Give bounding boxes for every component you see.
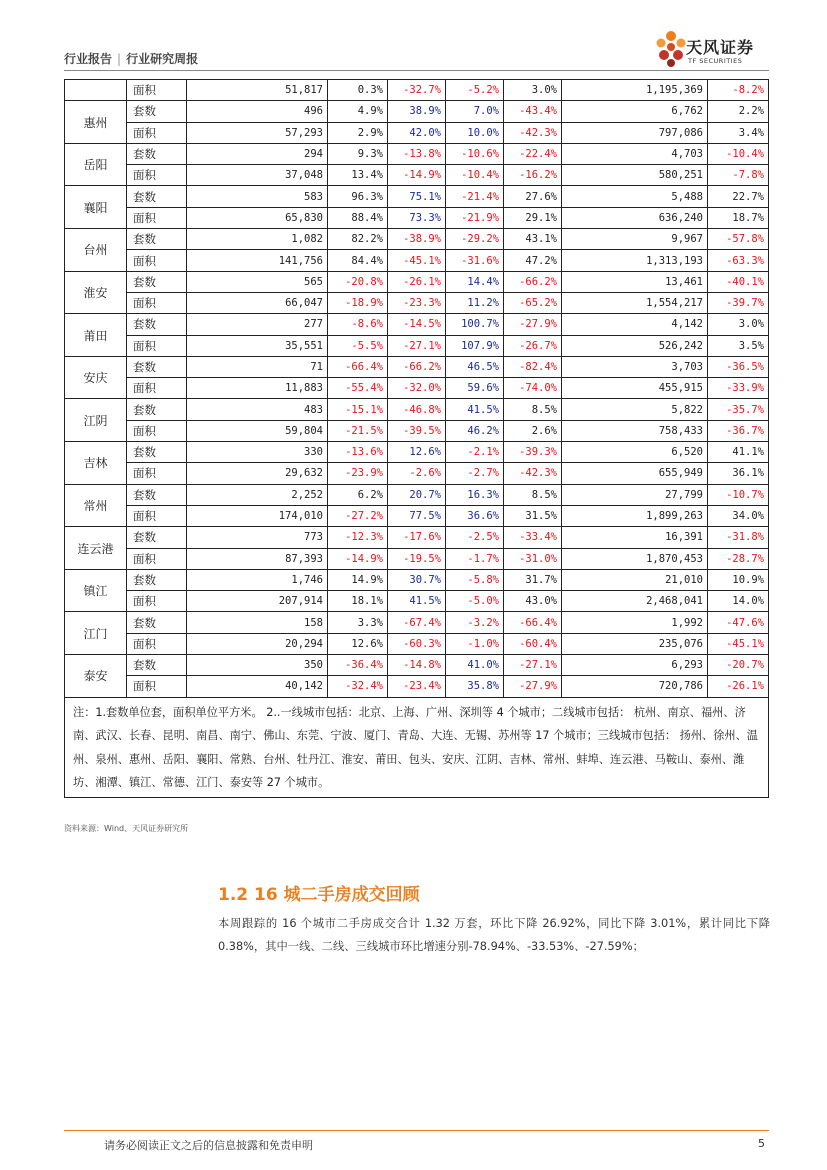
table-row <box>65 463 769 484</box>
table-row <box>65 676 769 697</box>
value-cell: 720,786 <box>562 676 708 697</box>
table-body <box>65 80 769 798</box>
metric-cell: 套数 <box>127 271 187 292</box>
value-cell: 3.5% <box>708 335 769 356</box>
metric-cell: 套数 <box>127 186 187 207</box>
value-cell: -5.5% <box>328 335 388 356</box>
data-source: 资料来源：Wind、天风证券研究所 <box>64 824 189 833</box>
value-cell: -26.1% <box>708 676 769 697</box>
value-cell: -7.8% <box>708 165 769 186</box>
footer-disclaimer: 请务必阅读正文之后的信息披露和免责申明 <box>104 1139 313 1152</box>
value-cell: -66.4% <box>504 612 562 633</box>
value-cell: -66.2% <box>388 356 446 377</box>
value-cell: 526,242 <box>562 335 708 356</box>
table-row <box>65 505 769 526</box>
value-cell: 455,915 <box>562 378 708 399</box>
value-cell: -2.1% <box>446 442 504 463</box>
table-row <box>65 143 769 164</box>
metric-cell: 套数 <box>127 484 187 505</box>
value-cell: 8.5% <box>504 399 562 420</box>
value-cell: -31.0% <box>504 548 562 569</box>
value-cell: 6.2% <box>328 484 388 505</box>
value-cell: 14.0% <box>708 591 769 612</box>
table-row <box>65 484 769 505</box>
header-divider <box>64 70 769 71</box>
value-cell: 30.7% <box>388 569 446 590</box>
value-cell: -35.7% <box>708 399 769 420</box>
value-cell: 84.4% <box>328 250 388 271</box>
table-row <box>65 527 769 548</box>
metric-cell: 套数 <box>127 143 187 164</box>
value-cell: 38.9% <box>388 101 446 122</box>
value-cell: 77.5% <box>388 505 446 526</box>
value-cell: 6,520 <box>562 442 708 463</box>
value-cell: 235,076 <box>562 633 708 654</box>
value-cell: 5,488 <box>562 186 708 207</box>
value-cell: 9,967 <box>562 229 708 250</box>
value-cell: 350 <box>187 655 328 676</box>
note-row <box>65 697 769 797</box>
value-cell: -21.4% <box>446 186 504 207</box>
value-cell: 12.6% <box>388 442 446 463</box>
value-cell: 174,010 <box>187 505 328 526</box>
table-row <box>65 101 769 122</box>
city-cell: 江门 <box>65 612 127 655</box>
table-row <box>65 612 769 633</box>
metric-cell: 面积 <box>127 676 187 697</box>
value-cell: -5.2% <box>446 80 504 101</box>
city-transaction-table <box>64 79 769 798</box>
value-cell: -27.1% <box>388 335 446 356</box>
value-cell: 82.2% <box>328 229 388 250</box>
metric-cell: 面积 <box>127 165 187 186</box>
value-cell: 773 <box>187 527 328 548</box>
value-cell: -32.4% <box>328 676 388 697</box>
value-cell: 73.3% <box>388 207 446 228</box>
value-cell: -26.7% <box>504 335 562 356</box>
value-cell: 27,799 <box>562 484 708 505</box>
value-cell: 88.4% <box>328 207 388 228</box>
city-cell: 泰安 <box>65 655 127 698</box>
value-cell: -55.4% <box>328 378 388 399</box>
value-cell: -10.4% <box>708 143 769 164</box>
value-cell: -65.2% <box>504 292 562 313</box>
value-cell: -2.5% <box>446 527 504 548</box>
table-row <box>65 207 769 228</box>
value-cell: 7.0% <box>446 101 504 122</box>
value-cell: -3.2% <box>446 612 504 633</box>
table-row <box>65 378 769 399</box>
value-cell: -32.0% <box>388 378 446 399</box>
value-cell: 1,899,263 <box>562 505 708 526</box>
value-cell: -18.9% <box>328 292 388 313</box>
value-cell: 18.7% <box>708 207 769 228</box>
value-cell: 87,393 <box>187 548 328 569</box>
value-cell: -14.8% <box>388 655 446 676</box>
metric-cell: 面积 <box>127 335 187 356</box>
metric-cell: 套数 <box>127 612 187 633</box>
value-cell: -46.8% <box>388 399 446 420</box>
value-cell: -27.2% <box>328 505 388 526</box>
metric-cell: 面积 <box>127 548 187 569</box>
value-cell: -1.7% <box>446 548 504 569</box>
value-cell: -66.2% <box>504 271 562 292</box>
table-row <box>65 420 769 441</box>
value-cell: -39.7% <box>708 292 769 313</box>
value-cell: 2,468,041 <box>562 591 708 612</box>
value-cell: 36.1% <box>708 463 769 484</box>
value-cell: -29.2% <box>446 229 504 250</box>
city-cell: 连云港 <box>65 527 127 570</box>
value-cell: 96.3% <box>328 186 388 207</box>
value-cell: 27.6% <box>504 186 562 207</box>
city-cell: 莆田 <box>65 314 127 357</box>
value-cell: -14.9% <box>328 548 388 569</box>
value-cell: 57,293 <box>187 122 328 143</box>
value-cell: 75.1% <box>388 186 446 207</box>
value-cell: 16,391 <box>562 527 708 548</box>
report-subcategory: 行业研究周报 <box>126 52 199 66</box>
table-row <box>65 186 769 207</box>
value-cell: -31.6% <box>446 250 504 271</box>
value-cell: 29,632 <box>187 463 328 484</box>
value-cell: -45.1% <box>388 250 446 271</box>
table-row <box>65 633 769 654</box>
value-cell: -42.3% <box>504 463 562 484</box>
value-cell: 483 <box>187 399 328 420</box>
value-cell: -63.3% <box>708 250 769 271</box>
value-cell: 42.0% <box>388 122 446 143</box>
table-row <box>65 165 769 186</box>
value-cell: 1,992 <box>562 612 708 633</box>
value-cell: -28.7% <box>708 548 769 569</box>
value-cell: -2.6% <box>388 463 446 484</box>
table-row <box>65 442 769 463</box>
metric-cell: 套数 <box>127 229 187 250</box>
value-cell: 758,433 <box>562 420 708 441</box>
value-cell: -1.0% <box>446 633 504 654</box>
value-cell: -10.6% <box>446 143 504 164</box>
table-row <box>65 314 769 335</box>
value-cell: 71 <box>187 356 328 377</box>
value-cell: 41.5% <box>388 591 446 612</box>
value-cell: -2.7% <box>446 463 504 484</box>
company-logo <box>652 30 772 70</box>
value-cell: -31.8% <box>708 527 769 548</box>
value-cell: 496 <box>187 101 328 122</box>
value-cell: 3,703 <box>562 356 708 377</box>
value-cell: 3.4% <box>708 122 769 143</box>
value-cell: 1,195,369 <box>562 80 708 101</box>
value-cell: 2.9% <box>328 122 388 143</box>
value-cell: 41.1% <box>708 442 769 463</box>
value-cell: 3.0% <box>708 314 769 335</box>
value-cell: 21,010 <box>562 569 708 590</box>
value-cell: -14.9% <box>388 165 446 186</box>
value-cell: 40,142 <box>187 676 328 697</box>
value-cell: -21.5% <box>328 420 388 441</box>
logo-flower-icon <box>652 30 690 70</box>
value-cell: 46.5% <box>446 356 504 377</box>
value-cell: -39.3% <box>504 442 562 463</box>
metric-cell: 面积 <box>127 378 187 399</box>
value-cell: 6,293 <box>562 655 708 676</box>
header-separator: | <box>117 52 122 66</box>
value-cell: -60.4% <box>504 633 562 654</box>
value-cell: 141,756 <box>187 250 328 271</box>
report-type <box>64 50 198 67</box>
metric-cell: 面积 <box>127 250 187 271</box>
value-cell: 100.7% <box>446 314 504 335</box>
value-cell: -36.7% <box>708 420 769 441</box>
value-cell: 13.4% <box>328 165 388 186</box>
value-cell: -33.4% <box>504 527 562 548</box>
value-cell: 4,142 <box>562 314 708 335</box>
value-cell: 294 <box>187 143 328 164</box>
value-cell: -36.5% <box>708 356 769 377</box>
value-cell: 4.9% <box>328 101 388 122</box>
metric-cell: 面积 <box>127 505 187 526</box>
value-cell: 12.6% <box>328 633 388 654</box>
city-cell: 岳阳 <box>65 143 127 186</box>
value-cell: -16.2% <box>504 165 562 186</box>
city-cell: 台州 <box>65 229 127 272</box>
value-cell: 2.6% <box>504 420 562 441</box>
city-cell: 镇江 <box>65 569 127 612</box>
value-cell: 207,914 <box>187 591 328 612</box>
metric-cell: 面积 <box>127 122 187 143</box>
value-cell: 35.8% <box>446 676 504 697</box>
metric-cell: 套数 <box>127 314 187 335</box>
value-cell: -42.3% <box>504 122 562 143</box>
value-cell: -40.1% <box>708 271 769 292</box>
city-cell: 襄阳 <box>65 186 127 229</box>
value-cell: -10.4% <box>446 165 504 186</box>
value-cell: 1,746 <box>187 569 328 590</box>
value-cell: -17.6% <box>388 527 446 548</box>
table-row <box>65 122 769 143</box>
value-cell: 107.9% <box>446 335 504 356</box>
value-cell: -82.4% <box>504 356 562 377</box>
value-cell: -19.5% <box>388 548 446 569</box>
metric-cell: 面积 <box>127 633 187 654</box>
value-cell: 29.1% <box>504 207 562 228</box>
value-cell: 35,551 <box>187 335 328 356</box>
value-cell: 10.9% <box>708 569 769 590</box>
value-cell: 59,804 <box>187 420 328 441</box>
metric-cell: 面积 <box>127 292 187 313</box>
value-cell: -21.9% <box>446 207 504 228</box>
value-cell: 583 <box>187 186 328 207</box>
value-cell: 330 <box>187 442 328 463</box>
value-cell: 4,703 <box>562 143 708 164</box>
value-cell: 16.3% <box>446 484 504 505</box>
value-cell: 41.0% <box>446 655 504 676</box>
value-cell: -39.5% <box>388 420 446 441</box>
value-cell: -27.9% <box>504 676 562 697</box>
report-category: 行业报告 <box>64 52 113 66</box>
city-cell <box>65 80 127 101</box>
value-cell: -8.2% <box>708 80 769 101</box>
footer-divider <box>64 1130 769 1131</box>
value-cell: -5.8% <box>446 569 504 590</box>
value-cell: 41.5% <box>446 399 504 420</box>
metric-cell: 套数 <box>127 655 187 676</box>
table-row <box>65 292 769 313</box>
value-cell: -5.0% <box>446 591 504 612</box>
logo-english-name: TF SECURITIES <box>688 57 743 65</box>
value-cell: 6,762 <box>562 101 708 122</box>
metric-cell: 面积 <box>127 463 187 484</box>
value-cell: 36.6% <box>446 505 504 526</box>
value-cell: 20.7% <box>388 484 446 505</box>
value-cell: -23.3% <box>388 292 446 313</box>
value-cell: 22.7% <box>708 186 769 207</box>
value-cell: 37,048 <box>187 165 328 186</box>
metric-cell: 面积 <box>127 420 187 441</box>
value-cell: -22.4% <box>504 143 562 164</box>
value-cell: 565 <box>187 271 328 292</box>
metric-cell: 套数 <box>127 101 187 122</box>
value-cell: 277 <box>187 314 328 335</box>
city-cell: 淮安 <box>65 271 127 314</box>
value-cell: 31.7% <box>504 569 562 590</box>
value-cell: 13,461 <box>562 271 708 292</box>
value-cell: -13.8% <box>388 143 446 164</box>
value-cell: -32.7% <box>388 80 446 101</box>
city-cell: 惠州 <box>65 101 127 144</box>
value-cell: 46.2% <box>446 420 504 441</box>
value-cell: -20.7% <box>708 655 769 676</box>
metric-cell: 套数 <box>127 399 187 420</box>
value-cell: 580,251 <box>562 165 708 186</box>
value-cell: -8.6% <box>328 314 388 335</box>
table-row <box>65 591 769 612</box>
table-row <box>65 229 769 250</box>
table-row <box>65 548 769 569</box>
value-cell: 65,830 <box>187 207 328 228</box>
value-cell: -38.9% <box>388 229 446 250</box>
value-cell: -23.4% <box>388 676 446 697</box>
table-note: 注：1.套数单位套，面积单位平方米。 2..一线城市包括：北京、上海、广州、深圳等 4 个城市；二线城市包括： 杭州、南京、福州、济南、武汉、长春、昆明、南昌、南宁、佛山、东莞、宁波、厦门、青岛、大连、无锡、苏州等 17 个城市；三线城市包括： 扬州、徐州、温州、泉州、惠州、岳阳、襄阳、常熟、台州、牡丹江、淮安、莆田、包头、安庆、江阴、吉林、常州、蚌埠、连云港、马鞍山、泰州、潍坊、湘潭、镇江、常德、江门、泰安等 27 个城市。 <box>65 697 769 797</box>
value-cell: 47.2% <box>504 250 562 271</box>
value-cell: 18.1% <box>328 591 388 612</box>
value-cell: 636,240 <box>562 207 708 228</box>
value-cell: -36.4% <box>328 655 388 676</box>
page-number: 5 <box>758 1137 765 1150</box>
value-cell: 0.3% <box>328 80 388 101</box>
value-cell: 1,870,453 <box>562 548 708 569</box>
value-cell: 655,949 <box>562 463 708 484</box>
city-cell: 江阴 <box>65 399 127 442</box>
value-cell: -45.1% <box>708 633 769 654</box>
value-cell: -43.4% <box>504 101 562 122</box>
value-cell: 1,082 <box>187 229 328 250</box>
value-cell: 797,086 <box>562 122 708 143</box>
value-cell: 10.0% <box>446 122 504 143</box>
metric-cell: 面积 <box>127 207 187 228</box>
value-cell: 14.4% <box>446 271 504 292</box>
value-cell: 20,294 <box>187 633 328 654</box>
value-cell: 59.6% <box>446 378 504 399</box>
metric-cell: 套数 <box>127 356 187 377</box>
table-row <box>65 80 769 101</box>
city-cell: 安庆 <box>65 356 127 399</box>
value-cell: 1,554,217 <box>562 292 708 313</box>
value-cell: -60.3% <box>388 633 446 654</box>
value-cell: 2,252 <box>187 484 328 505</box>
value-cell: -66.4% <box>328 356 388 377</box>
city-cell: 常州 <box>65 484 127 527</box>
metric-cell: 面积 <box>127 80 187 101</box>
value-cell: 14.9% <box>328 569 388 590</box>
value-cell: 43.1% <box>504 229 562 250</box>
value-cell: -13.6% <box>328 442 388 463</box>
value-cell: 3.3% <box>328 612 388 633</box>
metric-cell: 套数 <box>127 527 187 548</box>
value-cell: 8.5% <box>504 484 562 505</box>
value-cell: 5,822 <box>562 399 708 420</box>
value-cell: 43.0% <box>504 591 562 612</box>
value-cell: -14.5% <box>388 314 446 335</box>
value-cell: -23.9% <box>328 463 388 484</box>
table-row <box>65 356 769 377</box>
value-cell: -15.1% <box>328 399 388 420</box>
table-row <box>65 271 769 292</box>
logo-chinese-name: 天风证券 <box>686 38 755 57</box>
metric-cell: 套数 <box>127 442 187 463</box>
value-cell: -20.8% <box>328 271 388 292</box>
value-cell: 66,047 <box>187 292 328 313</box>
metric-cell: 面积 <box>127 591 187 612</box>
value-cell: 11,883 <box>187 378 328 399</box>
city-cell: 吉林 <box>65 442 127 485</box>
value-cell: 11.2% <box>446 292 504 313</box>
table-row <box>65 335 769 356</box>
section-heading: 1.2 16 城二手房成交回顾 <box>218 885 420 905</box>
metric-cell: 套数 <box>127 569 187 590</box>
value-cell: 158 <box>187 612 328 633</box>
table-row <box>65 655 769 676</box>
value-cell: -27.9% <box>504 314 562 335</box>
table-row <box>65 250 769 271</box>
value-cell: -67.4% <box>388 612 446 633</box>
table-row <box>65 569 769 590</box>
value-cell: 31.5% <box>504 505 562 526</box>
value-cell: -27.1% <box>504 655 562 676</box>
value-cell: -57.8% <box>708 229 769 250</box>
value-cell: 9.3% <box>328 143 388 164</box>
value-cell: -10.7% <box>708 484 769 505</box>
value-cell: 3.0% <box>504 80 562 101</box>
value-cell: 1,313,193 <box>562 250 708 271</box>
value-cell: 2.2% <box>708 101 769 122</box>
value-cell: 34.0% <box>708 505 769 526</box>
section-paragraph: 本周跟踪的 16 个城市二手房成交合计 1.32 万套，环比下降 26.92%，同比下降 3.01%，累计同比下降 0.38%，其中一线、二线、三线城市环比增速分别-78.94%、-33.53%、-27.59%； <box>218 917 770 953</box>
table-row <box>65 399 769 420</box>
value-cell: -74.0% <box>504 378 562 399</box>
value-cell: -26.1% <box>388 271 446 292</box>
value-cell: -33.9% <box>708 378 769 399</box>
value-cell: 51,817 <box>187 80 328 101</box>
value-cell: -47.6% <box>708 612 769 633</box>
value-cell: -12.3% <box>328 527 388 548</box>
